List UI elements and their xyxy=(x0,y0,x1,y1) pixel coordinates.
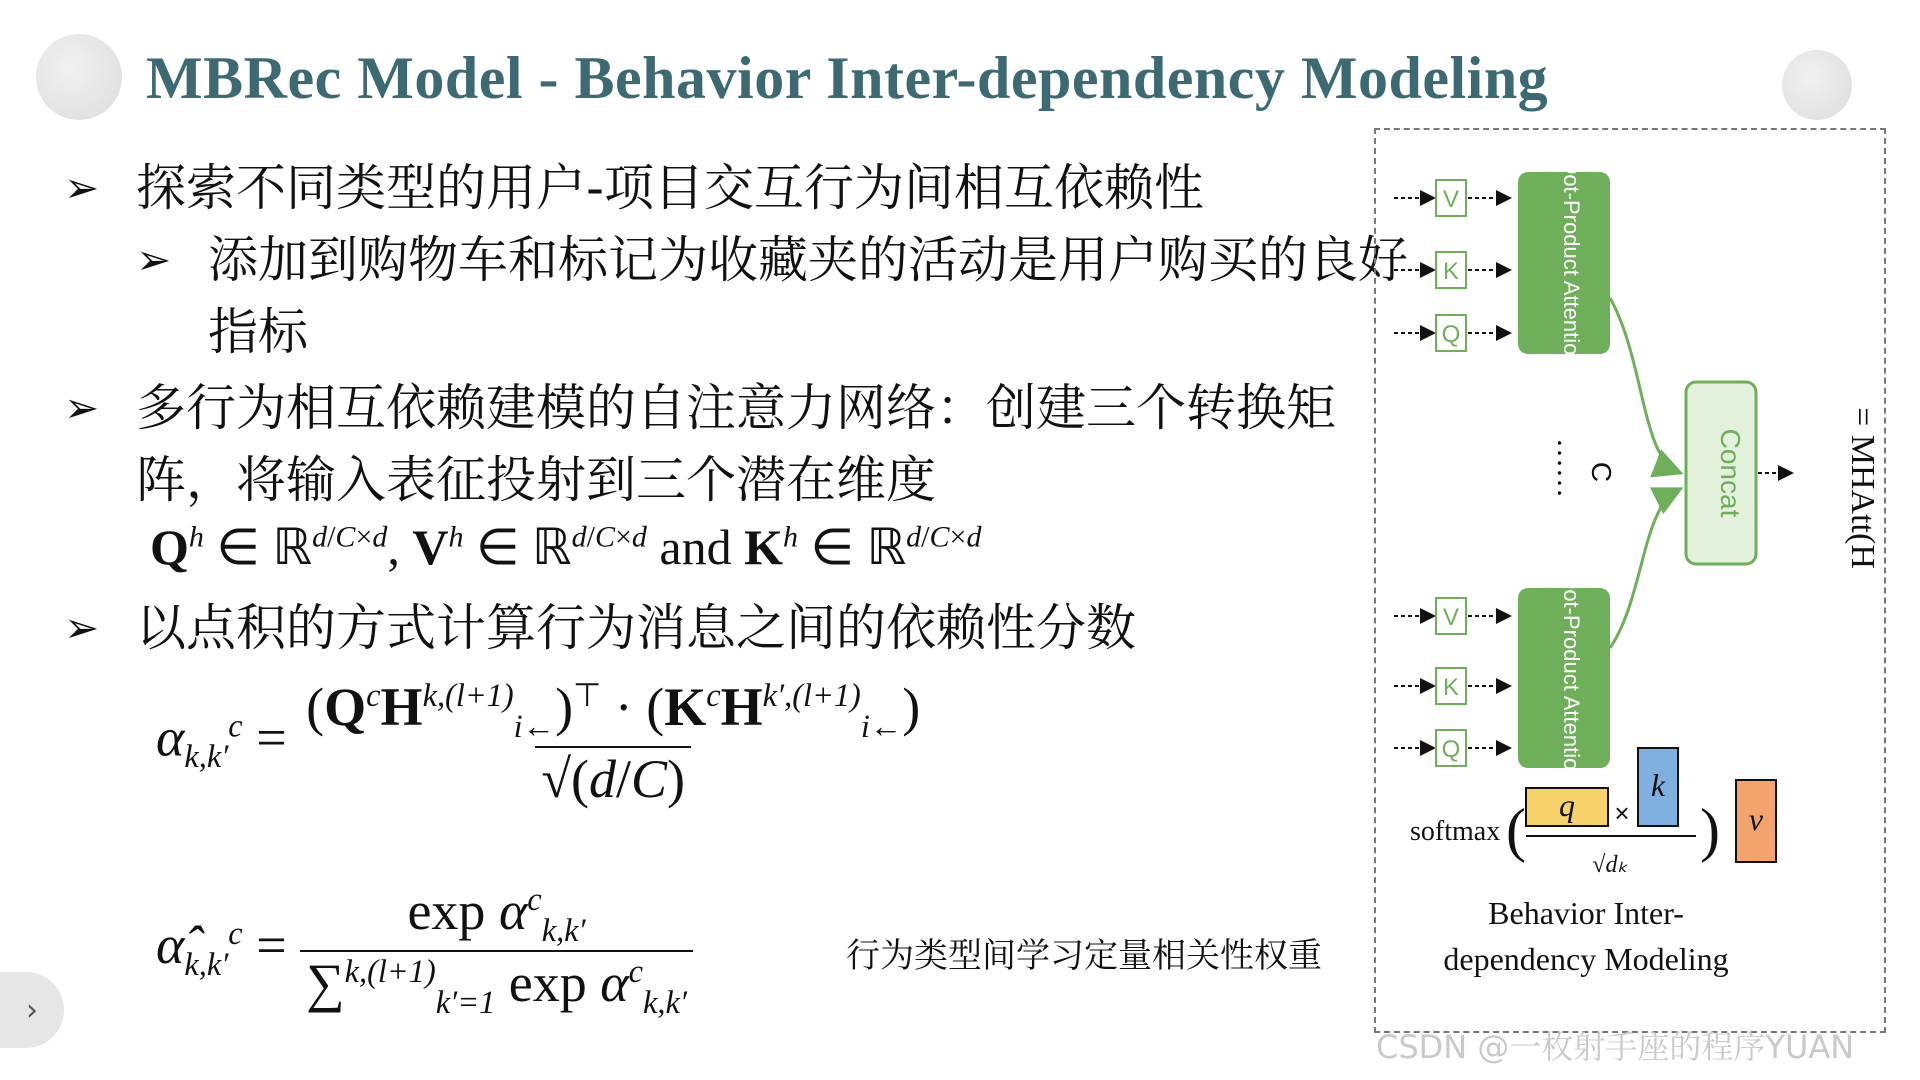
open-paren: ( xyxy=(1506,797,1526,863)
q-input-label-top: Q xyxy=(1441,321,1461,348)
q-input-label-bottom: Q xyxy=(1441,736,1461,763)
times-sign: × xyxy=(1614,798,1630,828)
output-formula: = MHAtt(H xyxy=(1844,407,1881,569)
alpha-symbol: α xyxy=(156,707,185,768)
math-k: K xyxy=(744,519,784,575)
v-box-label: v xyxy=(1748,801,1764,837)
math-and: and xyxy=(659,519,732,575)
math-reals: ℝ xyxy=(272,519,313,575)
c-label: C xyxy=(1586,461,1617,483)
bullet-arrow-icon: ➢ xyxy=(136,235,172,284)
alpha-fraction xyxy=(300,676,926,810)
alpha-numerator: $(Q^cH^{k,(l+1)}_{i\leftarrow})^⊤ \cdot (K^cH^{k',(l+1)}_{i\leftarrow})$ xyxy=(306,677,921,745)
alpha-denominator: √(d/C) xyxy=(535,746,691,810)
flow-arrow-top xyxy=(1610,298,1678,472)
alpha-hat-numerator: $\exp \alpha^c_{k,k'}$ xyxy=(407,881,586,949)
flow-arrow-bottom xyxy=(1610,490,1678,648)
diagram-caption-line1: Behavior Inter- xyxy=(1488,895,1684,931)
top-input-group xyxy=(1394,180,1508,351)
weight-caption: 行为类型间学习定量相关性权重 xyxy=(846,936,1322,976)
bullet-text-1: 探索不同类型的用户-项目交互行为间相互依赖性 xyxy=(136,159,1205,217)
bullet-arrow-icon: ➢ xyxy=(64,603,100,652)
bullet-text-3: 以点积的方式计算行为消息之间的依赖性分数 xyxy=(136,599,1136,657)
alpha-hat-equation: $\alphâ_{k,k'}^c$ = $\frac{\exp \alpha^c_{k,k'}}{\sum^{k,(l+1)}_{k'=1} \exp \alpha^c_{k,k'}}$ xyxy=(156,880,693,1022)
bullet-text-2: 多行为相互依赖建模的自注意力网络：创建三个转换矩阵，将输入表征投射到三个潜在维度 xyxy=(136,379,1336,509)
slide-nav-tab[interactable] xyxy=(0,972,64,1048)
slide-title: MBRec Model - Behavior Inter-dependency Modeling xyxy=(146,45,1549,111)
bullet-item-3 xyxy=(64,592,1136,664)
v-input-label-top: V xyxy=(1442,186,1460,213)
k-input-label-bottom: K xyxy=(1442,674,1460,701)
alpha-hat-symbol: α̂ xyxy=(156,915,185,976)
ellipsis-dots: …… xyxy=(1551,438,1584,498)
bullet-arrow-icon: ➢ xyxy=(64,163,100,212)
decorative-circle-left xyxy=(36,34,122,120)
q-box-label: q xyxy=(1559,787,1575,823)
bottom-input-group xyxy=(1394,598,1508,766)
bullet-arrow-icon: ➢ xyxy=(64,383,100,432)
diagram-caption-line2: dependency Modeling xyxy=(1443,941,1729,977)
v-input-label-bottom: V xyxy=(1442,604,1460,631)
csdn-watermark: CSDN @一枚射手座的程序YUAN xyxy=(1376,1028,1855,1066)
attention-label-top: Dot-Product Attention xyxy=(1559,158,1584,368)
decorative-circle-right xyxy=(1782,50,1852,120)
attention-label-bottom: Dot-Product Attention xyxy=(1559,573,1584,783)
alpha-hat-fraction xyxy=(300,880,693,1022)
concat-label: Concat xyxy=(1715,428,1746,518)
math-q: Q xyxy=(150,519,189,575)
sqrt-dk: √dₖ xyxy=(1592,852,1628,878)
k-box-label: k xyxy=(1650,767,1666,803)
bullet-item-2 xyxy=(64,372,1386,516)
softmax-label: softmax xyxy=(1410,816,1501,847)
close-paren: ) xyxy=(1700,797,1720,863)
k-input-label-top: K xyxy=(1442,258,1460,285)
chevron-right-icon: › xyxy=(26,992,38,1028)
alpha-hat-denominator: ∑$^{k,(l+1)}_{k'=1}$ $\exp \alpha^c_{k,k'}$ xyxy=(300,950,693,1022)
math-v: V xyxy=(412,519,449,575)
alpha-equation: $\alpha_{k,k'}^c$ = $\frac{(Q^cH^{k,(l+1)}_{i\leftarrow})^⊤ \cdot (K^cH^{k',(l+1)}_{i\leftarrow})}{√(d/C)}$ xyxy=(156,676,926,810)
projection-matrices-formula: $Q^h$ ∈ ℝ$^{d/C\times d}$, $V^h$ ∈ ℝ$^{d/C\times d}$ and $K^h$ ∈ ℝ$^{d/C\times d}$ xyxy=(150,519,982,575)
sub-bullet-item xyxy=(136,224,1408,368)
sub-bullet-text: 添加到购物车和标记为收藏夹的活动是用户购买的良好指标 xyxy=(208,231,1408,361)
bullet-item-1 xyxy=(64,152,1204,224)
behavior-interdependency-diagram xyxy=(1374,128,1886,1033)
